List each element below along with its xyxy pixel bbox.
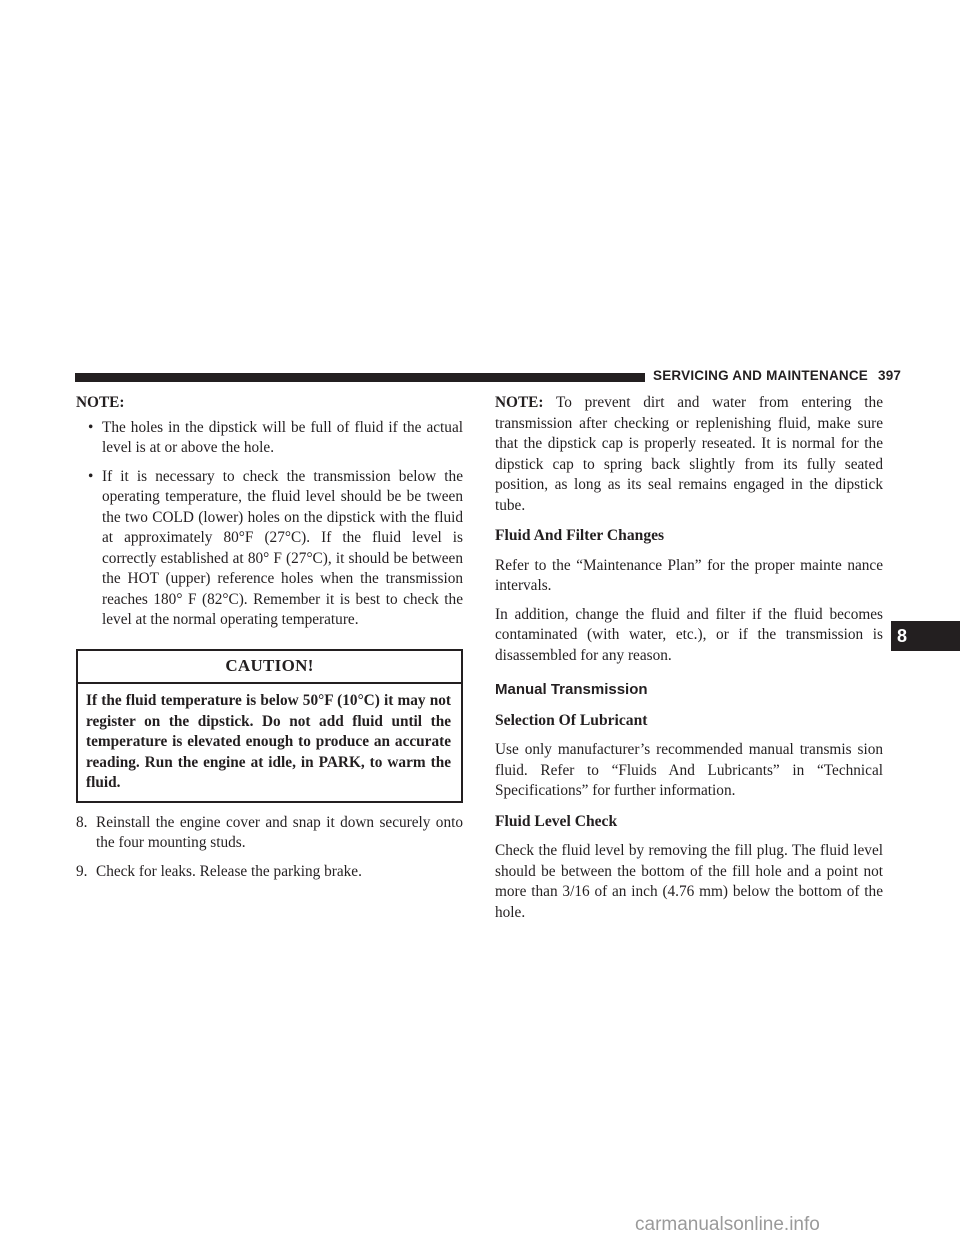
chapter-tab: 8 — [891, 621, 960, 651]
procedure-step — [76, 813, 463, 854]
caution-body: If the fluid temperature is below 50°F (10°C) it may not register on the dipstick. Do not add fluid until the temperature is elevated enough to produce an accurate reading. Run the engine at idle, in PARK, to warm the fluid. — [86, 692, 451, 791]
step-text: Check for leaks. Release the parking brake. — [96, 862, 362, 880]
note-label: NOTE: — [76, 394, 125, 411]
note-paragraph — [495, 393, 883, 516]
fluid-filter-paragraph: In addition, change the fluid and filter if the fluid becomes contaminated (with water, etc.), or if the transmission is disassembled for any reason. — [495, 605, 883, 664]
header-rule — [75, 373, 645, 382]
caution-title: CAUTION! — [78, 651, 461, 685]
left-column — [76, 393, 463, 890]
running-header — [653, 368, 901, 383]
fluid-filter-paragraph: Refer to the “Maintenance Plan” for the proper mainte nance intervals. — [495, 556, 883, 594]
bullet-text: If it is necessary to check the transmission below the operating temperature, the fluid level should be be tween the two COLD (lower) holes on the dipstick with the fluid at approximately 80°F (27°C). If the fluid level is correctly established at 80° F (27°C), it should be between the HOT (upper) reference holes when the transmission reaches 180° F (82°C). Remember it is best to check the level at the normal operating temperature. — [102, 467, 463, 628]
page-number: 397 — [878, 368, 902, 383]
lubricant-heading: Selection Of Lubricant — [495, 711, 648, 729]
procedure-step — [76, 862, 463, 883]
bullet-icon: • — [88, 418, 94, 436]
note-text: To prevent dirt and water from entering the transmission after checking or replenishing fluid, make sure that the dipstick cap is properly reseated. It is normal for the dipstick cap to spring back slightly from its fully seated position, as long as its seal remains engaged in the dipstick tube. — [495, 394, 883, 514]
note-bullet — [76, 467, 463, 631]
level-check-heading: Fluid Level Check — [495, 812, 618, 830]
right-column — [495, 393, 883, 931]
caution-box — [76, 649, 463, 803]
watermark: carmanualsonline.info — [635, 1214, 820, 1235]
section-title: SERVICING AND MAINTENANCE — [653, 368, 869, 383]
level-check-paragraph: Check the fluid level by removing the fill plug. The fluid level should be between the bottom of the fill hole and a point not more than 3/16 of an inch (4.76 mm) below the bottom of the hole. — [495, 842, 883, 921]
note-bullet — [76, 418, 463, 459]
lubricant-paragraph: Use only manufacturer’s recommended manual transmis sion fluid. Refer to “Fluids And Lubricants” in “Technical Specifications” for further information. — [495, 741, 883, 799]
step-number: 8. — [76, 813, 88, 831]
note-label: NOTE: — [495, 394, 544, 411]
bullet-icon: • — [88, 467, 94, 485]
bullet-text: The holes in the dipstick will be full of fluid if the actual level is at or above the hole. — [102, 418, 463, 456]
step-text: Reinstall the engine cover and snap it down securely onto the four mounting studs. — [96, 813, 463, 851]
fluid-filter-heading: Fluid And Filter Changes — [495, 527, 665, 544]
manual-transmission-heading: Manual Transmission — [495, 681, 648, 698]
step-number: 9. — [76, 862, 88, 880]
